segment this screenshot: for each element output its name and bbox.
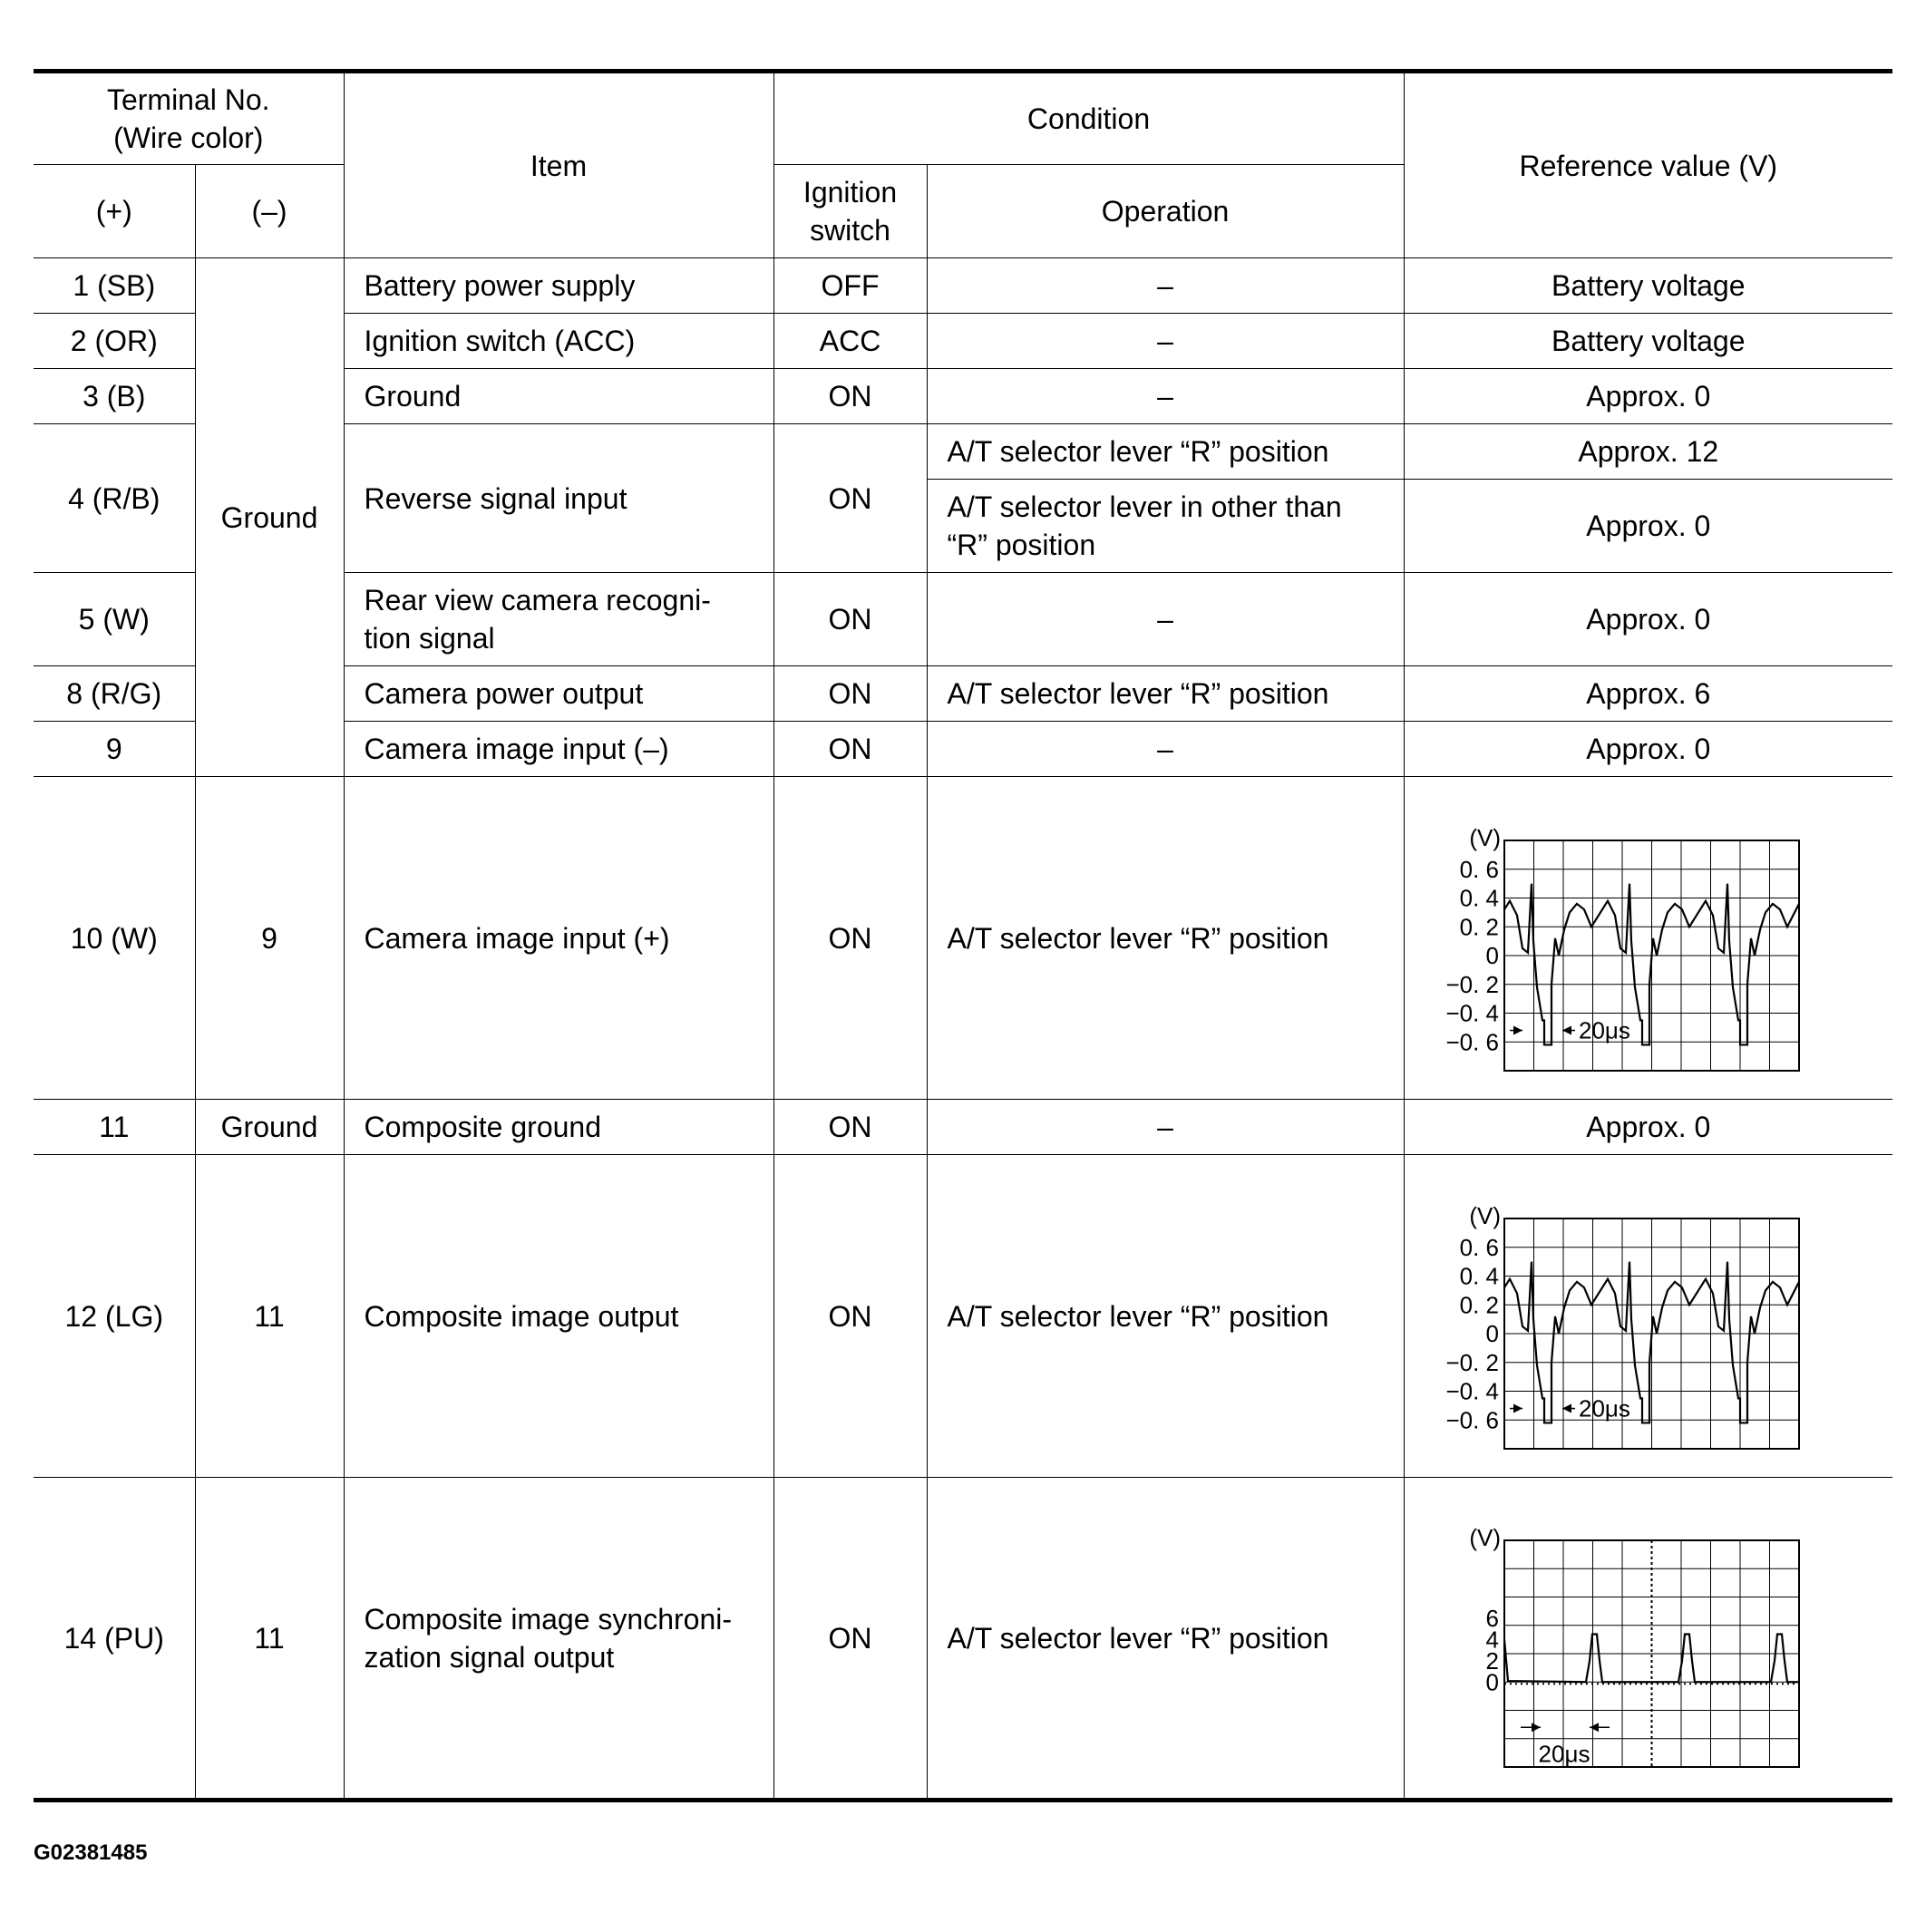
reference-cell: Approx. 0 [1404, 480, 1892, 573]
figure-code: G02381485 [34, 1840, 148, 1865]
terminal-plus: 3 (B) [34, 369, 195, 424]
time-scale-label: 20μs [1578, 1016, 1630, 1044]
operation-cell: – [927, 369, 1404, 424]
tick-label: 0 [1485, 1667, 1499, 1695]
tick-label: 0. 6 [1459, 855, 1499, 883]
terminal-minus: Ground [195, 1100, 344, 1155]
operation-cell: – [927, 258, 1404, 314]
operation-cell: – [927, 573, 1404, 666]
reference-waveform-cell [1404, 1155, 1892, 1478]
terminal-minus: 9 [195, 777, 344, 1100]
tick-label: 4 [1485, 1625, 1499, 1653]
table-row [34, 1100, 1892, 1155]
operation-cell: A/T selector lever “R” position [927, 1478, 1404, 1801]
ignition-switch-label-2: switch [810, 214, 890, 247]
tick-label: −0. 4 [1444, 999, 1499, 1026]
terminal-plus: 12 (LG) [34, 1155, 195, 1478]
operation-cell: A/T selector lever “R” position [927, 424, 1404, 480]
unit-label: (V) [1468, 1201, 1501, 1229]
arrow-head [1513, 1025, 1522, 1034]
ground-cell: Ground [195, 258, 344, 777]
item-cell: Reverse signal input [344, 424, 773, 573]
reference-cell: Battery voltage [1404, 258, 1892, 314]
ignition-cell: ON [773, 1155, 927, 1478]
terminal-plus: 8 (R/G) [34, 666, 195, 722]
terminal-plus: 1 (SB) [34, 258, 195, 314]
reference-cell: Approx. 0 [1404, 722, 1892, 777]
unit-label: (V) [1468, 823, 1501, 851]
terminal-plus: 9 [34, 722, 195, 777]
condition-header: Condition [773, 72, 1404, 165]
reference-cell: Approx. 0 [1404, 573, 1892, 666]
tick-label: −0. 2 [1444, 970, 1499, 998]
tick-label: 0 [1485, 1319, 1499, 1347]
item-cell: Ground [344, 369, 773, 424]
item-cell: Battery power supply [344, 258, 773, 314]
arrow-head [1532, 1723, 1541, 1732]
table-row [34, 258, 1892, 314]
terminal-plus: 14 (PU) [34, 1478, 195, 1801]
minus-header: (–) [195, 165, 344, 258]
operation-cell: – [927, 1100, 1404, 1155]
signal-trace [1504, 1634, 1799, 1682]
tick-label: −0. 6 [1444, 1027, 1499, 1055]
tick-label: 0. 6 [1459, 1233, 1499, 1261]
tick-label: −0. 4 [1444, 1377, 1499, 1404]
operation-cell: – [927, 722, 1404, 777]
terminal-plus: 10 (W) [34, 777, 195, 1100]
tick-label: 0 [1485, 941, 1499, 969]
time-scale-label: 20μs [1538, 1739, 1590, 1767]
plus-header: (+) [34, 165, 195, 258]
table-row [34, 1478, 1892, 1801]
time-scale-label: 20μs [1578, 1394, 1630, 1422]
reference-cell: Battery voltage [1404, 314, 1892, 369]
tick-label: −0. 6 [1444, 1405, 1499, 1433]
tick-label: 6 [1485, 1604, 1499, 1632]
ignition-cell: ON [773, 722, 927, 777]
tick-label: 2 [1485, 1646, 1499, 1675]
terminal-table-sheet [34, 69, 1892, 1802]
operation-header: Operation [927, 165, 1404, 258]
tick-label: 0. 4 [1459, 884, 1499, 911]
reference-cell: Approx. 6 [1404, 666, 1892, 722]
item-cell: Composite image synchroni-zation signal output [344, 1478, 773, 1801]
ignition-cell: OFF [773, 258, 927, 314]
ignition-switch-header [773, 165, 927, 258]
tick-label: 0. 2 [1459, 912, 1499, 940]
video-waveform-oscillogram [1405, 1171, 1893, 1461]
terminal-reference-table [34, 69, 1892, 1802]
header-row-1 [34, 72, 1892, 165]
ignition-cell: ON [773, 369, 927, 424]
unit-label: (V) [1468, 1523, 1501, 1551]
terminal-no-label: Terminal No. [106, 83, 270, 116]
item-cell: Ignition switch (ACC) [344, 314, 773, 369]
terminal-minus: 11 [195, 1155, 344, 1478]
reference-cell: Approx. 0 [1404, 1100, 1892, 1155]
ignition-cell: ON [773, 1478, 927, 1801]
terminal-plus: 4 (R/B) [34, 424, 195, 573]
operation-cell: A/T selector lever in other than “R” position [927, 480, 1404, 573]
terminal-plus: 5 (W) [34, 573, 195, 666]
operation-cell: – [927, 314, 1404, 369]
ignition-switch-label-1: Ignition [802, 176, 898, 209]
terminal-minus: 11 [195, 1478, 344, 1801]
item-cell: Camera image input (+) [344, 777, 773, 1100]
table-row [34, 777, 1892, 1100]
arrow-head [1590, 1723, 1599, 1732]
ignition-cell: ON [773, 777, 927, 1100]
item-cell: Composite ground [344, 1100, 773, 1155]
ignition-cell: ON [773, 424, 927, 573]
table-row [34, 1155, 1892, 1478]
ignition-cell: ON [773, 666, 927, 722]
item-cell: Composite image output [344, 1155, 773, 1478]
reference-waveform-cell [1404, 1478, 1892, 1801]
operation-cell: A/T selector lever “R” position [927, 1155, 1404, 1478]
video-waveform-oscillogram [1405, 793, 1893, 1083]
tick-label: 0. 4 [1459, 1262, 1499, 1289]
item-cell: Camera power output [344, 666, 773, 722]
reference-value-header: Reference value (V) [1404, 72, 1892, 258]
operation-cell: A/T selector lever “R” position [927, 777, 1404, 1100]
reference-cell: Approx. 12 [1404, 424, 1892, 480]
item-cell: Camera image input (–) [344, 722, 773, 777]
reference-waveform-cell [1404, 777, 1892, 1100]
terminal-plus: 2 (OR) [34, 314, 195, 369]
ignition-cell: ACC [773, 314, 927, 369]
terminal-no-header [34, 72, 344, 165]
ignition-cell: ON [773, 573, 927, 666]
terminal-plus: 11 [34, 1100, 195, 1155]
sync-waveform-oscillogram [1405, 1493, 1893, 1783]
wire-color-label: (Wire color) [113, 121, 264, 154]
operation-cell: A/T selector lever “R” position [927, 666, 1404, 722]
item-header: Item [344, 72, 773, 258]
item-cell: Rear view camera recogni-tion signal [344, 573, 773, 666]
tick-label: 0. 2 [1459, 1290, 1499, 1318]
arrow-head [1513, 1403, 1522, 1413]
reference-cell: Approx. 0 [1404, 369, 1892, 424]
ignition-cell: ON [773, 1100, 927, 1155]
tick-label: −0. 2 [1444, 1348, 1499, 1376]
